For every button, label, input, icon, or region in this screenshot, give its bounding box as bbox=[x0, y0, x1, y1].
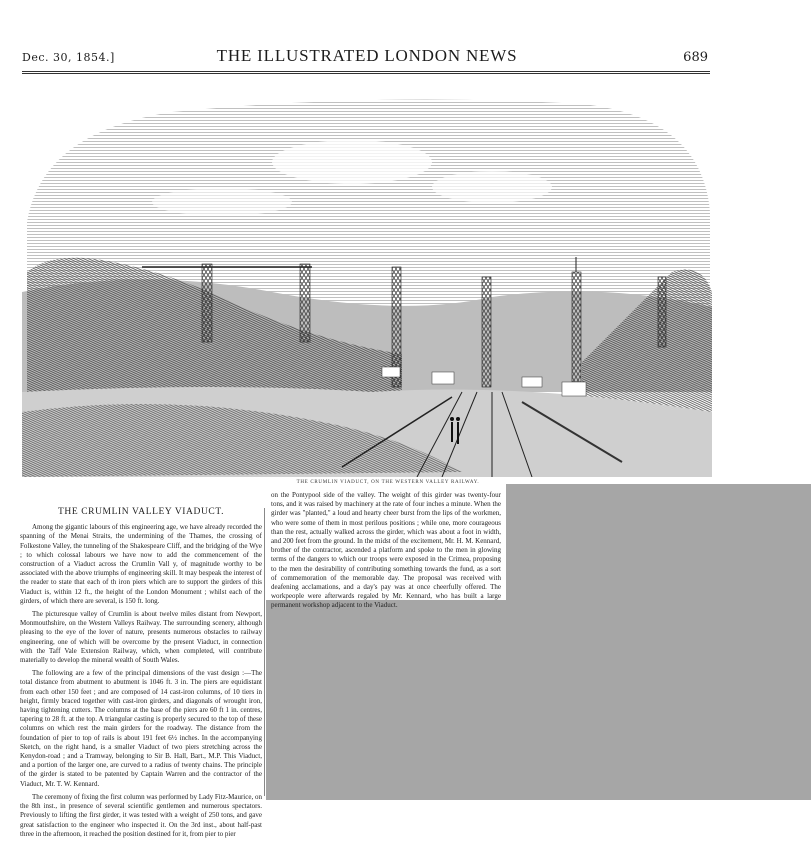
article-paragraph: on the Pontypool side of the valley. The weight of this girder was twenty-four tons, and it was raised by machinery at the rate of four inches a minute. When the girder was "planted," a loud and hearty cheer burst from the lips of the workmen, who were some of them in most perilous positions ; while one, more courageous than the rest, actually walked across the girder, which was about a foot in width, and 200 feet from the ground. In the midst of the excitement, Mr. H. M. Kennard, brother of the contractor, ascended a platform and spoke to the men in glowing terms of the dangers to which our troops were exposed in the Crimea, proposing to the men the desirability of contributing something towards the fund, as a sort of commemoration of the memorable day. The proposal was received with deafening acclamations, and a day's pay was at once cheerfully offered. The workpeople were afterwards regaled by Mr. Kennard, who has built a large permanent workshop adjacent to the Viaduct. bbox=[271, 491, 501, 610]
grey-backing-right bbox=[506, 484, 811, 800]
illustration-caption: THE CRUMLIN VIADUCT, ON THE WESTERN VALLEY RAILWAY. bbox=[296, 480, 480, 485]
masthead bbox=[22, 44, 712, 70]
issue-date: Dec. 30, 1854.] bbox=[22, 51, 115, 64]
article-paragraph: The following are a few of the principal dimensions of the vast design :—The total distance from abutment to abutment is 1046 ft. 3 in. The piers are equidistant from each other 150 feet ; and are composed of 14 cast-iron columns, of 10 tiers in height, firmly braced together with cast-iron girders, and diagonals of wrought iron, having tightening cutters. The columns at the base of the piers are 60 ft 1 in. centres, tapering to 28 ft. at the top. A triangular casting is properly secured to the top of these columns on which rest the main girders for the roadway. The distance from the foundation of pier to top of rails is about 191 feet 6½ inches. In the accompanying Sketch, on the right hand, is a smaller Viaduct of two piers stretching across the Kenydon-road ; and a Tramway, belonging to Sir B. Hall, Bart., M.P. This Viaduct, and a portion of the larger one, are curved to a radius of twenty chains. The principle of the girder is stated to be patented by Captain Warren and the contractor of the Viaduct, Mr. T. W. Kennard. bbox=[20, 669, 262, 788]
viaduct-engraving bbox=[22, 92, 712, 477]
article-paragraph: The ceremony of fixing the first column was performed by Lady Fitz-Maurice, on the 8th inst., in presence of several scientific gentlemen and numerous spectators. Previously to lifting the first girder, it was tested with a weight of 250 tons, and gave great satisfaction to the engineer who inspected it. On the 3rd inst., about half-past three in the afternoon, it reached the position destined for it, from pier to pier bbox=[20, 792, 262, 838]
column-divider bbox=[264, 508, 265, 796]
grey-backing-bottom bbox=[266, 600, 506, 800]
newspaper-title: THE ILLUSTRATED LONDON NEWS bbox=[216, 46, 518, 65]
article-column-2 bbox=[268, 489, 504, 610]
article-column-1 bbox=[20, 508, 262, 843]
article-paragraph: The picturesque valley of Crumlin is about twelve miles distant from Newport, Monmouthshire, on the Western Valleys Railway. The surrounding scenery, although pleasing to the eye of the lover of nature, presents numerous obstacles to railway engineering, one of which will be overcome by the present Viaduct, in connection with the Taff Vale Extension Railway, which, when completed, will contribute materially to develop the mineral wealth of South Wales. bbox=[20, 610, 262, 665]
article-paragraph: Among the gigantic labours of this engineering age, we have already recorded the spanning of the Menai Straits, the undermining of the Thames, the crossing of Folkestone Valley, the tunneling of the Shakespeare Cliff, and the bridging of the Wye ; to which colossal labours we have now to add the commencement of the construction of a Viaduct across the Crumlin Vall y, of magnitude worthy to be associated with the above triumphs of engineering skill. It may bespeak the interest of the reader to state that each of th iron piers which are to support the girders of this Viaduct is, within 12 ft., the height of the London Monument ; whilst each of the girders, of which there are several, is 150 ft. long. bbox=[20, 523, 262, 605]
page-number: 689 bbox=[683, 50, 708, 65]
article-headline: THE CRUMLIN VALLEY VIADUCT. bbox=[57, 507, 225, 517]
masthead-rule-thin bbox=[22, 73, 710, 74]
masthead-rule bbox=[22, 71, 710, 72]
